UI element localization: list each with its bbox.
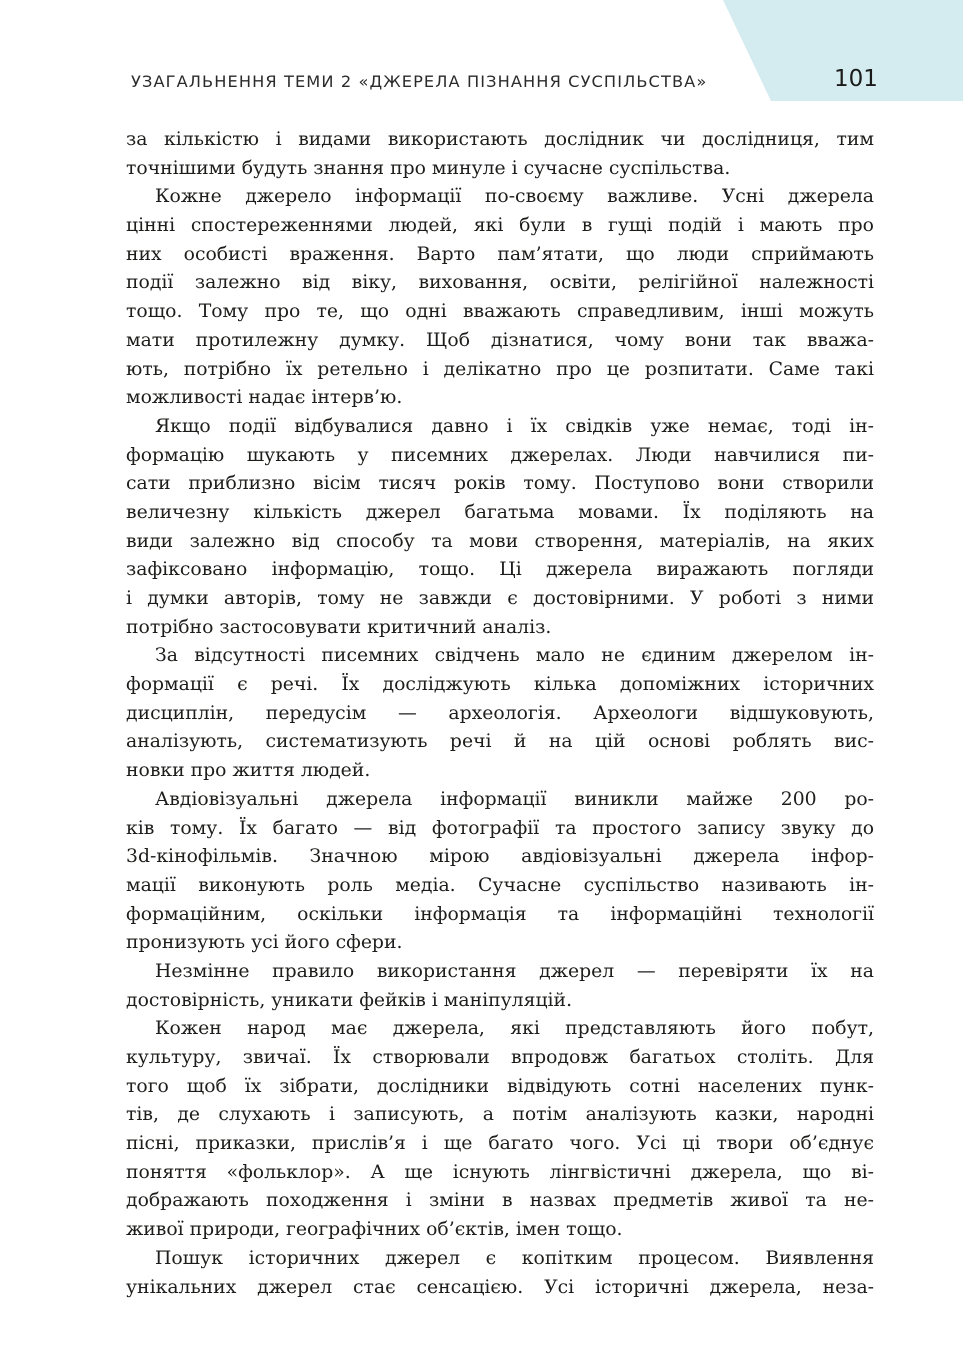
text-line: дисциплін, передусім — археологія. Археологи відшуковують, — [126, 702, 874, 724]
text-line: формаційним, оскільки інформація та інформаційні технології — [126, 903, 874, 925]
text-line: Пошук історичних джерел є копітким процесом. Виявлення — [155, 1247, 874, 1269]
text-line: цінні спостереженнями людей, які були в гущі подій і мають про — [126, 215, 874, 237]
text-line: них особисті враження. Варто пам’ятати, що люди сприймають — [126, 243, 874, 265]
text-line: потрібно застосовувати критичний аналіз. — [126, 616, 552, 638]
text-line: тів, де слухають і записують, а потім аналізують казки, народні — [126, 1104, 874, 1126]
text-line: формацію шукають у писемних джерелах. Люди навчилися пи- — [126, 444, 874, 466]
text-line: Кожне джерело інформації по-своєму важливе. Усні джерела — [155, 186, 874, 208]
paragraph — [126, 786, 874, 958]
text-line: Авдіовізуальні джерела інформації виникли майже 200 ро- — [155, 788, 874, 810]
paragraph — [126, 642, 874, 785]
text-line: культуру, звичаї. Їх створювали впродовж багатьох століть. Для — [126, 1047, 874, 1068]
text-line: достовірність, уникати фейків і маніпуляцій. — [126, 989, 573, 1011]
text-line: ків тому. Їх багато — від фотографії та простого запису звуку до — [126, 817, 874, 839]
text-line: мації виконують роль медіа. Сучасне суспільство називають ін- — [126, 874, 874, 896]
text-line: аналізують, систематизують речі й на цій основі роблять вис- — [126, 731, 874, 753]
text-line: пісні, приказки, прислів’я і ще багато чого. Усі ці твори об’єднує — [126, 1133, 874, 1155]
paragraph — [126, 183, 874, 413]
paragraph — [126, 958, 874, 1015]
text-line: живої природи, географічних об’єктів, імен тощо. — [126, 1219, 623, 1241]
text-line: поняття «фольклор». А ще існують лінгвістичні джерела, що ві- — [126, 1161, 874, 1183]
text-line: новки про життя людей. — [126, 760, 371, 782]
text-line: події залежно від віку, виховання, освіти, релігійної належності — [126, 272, 874, 294]
text-line: Якщо події відбувалися давно і їх свідків уже немає, тоді ін- — [155, 415, 874, 437]
text-line: унікальних джерел стає сенсацією. Усі історичні джерела, неза- — [126, 1276, 874, 1298]
page-number: 101 — [834, 66, 878, 92]
text-line: Кожен народ має джерела, які представляють його побут, — [155, 1018, 874, 1040]
text-line: види залежно від способу та мови створення, матеріалів, на яких — [126, 530, 874, 552]
text-line: мати протилежну думку. Щоб дізнатися, чому вони так вважа- — [126, 329, 874, 351]
text-line: за кількістю і видами використають дослідник чи дослідниця, тим — [126, 129, 874, 150]
text-line: і думки авторів, тому не завжди є достовірними. У роботі з ними — [126, 588, 874, 609]
text-line: сати приблизно вісім тисяч років тому. Поступово вони створили — [126, 473, 874, 495]
text-line: пронизують усі його сфери. — [126, 932, 403, 954]
text-line: того щоб їх зібрати, дослідники відвідують сотні населених пунк- — [126, 1075, 874, 1097]
paragraph — [126, 1015, 874, 1245]
running-title: УЗАГАЛЬНЕННЯ ТЕМИ 2 «ДЖЕРЕЛА ПІЗНАННЯ СУСПІЛЬСТВА» — [131, 72, 708, 91]
text-line: Незмінне правило використання джерел — перевіряти їх на — [155, 960, 874, 982]
text-line: можливості надає інтерв’ю. — [126, 387, 403, 409]
paragraph — [126, 1245, 874, 1302]
paragraph — [126, 126, 874, 183]
text-line: ють, потрібно їх ретельно і делікатно про це розпитати. Саме такі — [126, 358, 874, 380]
text-line: зафіксовано інформацію, тощо. Ці джерела виражають погляди — [126, 559, 874, 581]
paragraph — [126, 413, 874, 643]
text-line: точнішими будуть знання про минуле і сучасне суспільства. — [126, 157, 731, 179]
text-line: тощо. Тому про те, що одні вважають справедливим, інші можуть — [126, 301, 874, 323]
text-line: За відсутності писемних свідчень мало не єдиним джерелом ін- — [155, 645, 874, 667]
body-text — [126, 126, 874, 1302]
text-line: величезну кількість джерел багатьма мовами. Їх поділяють на — [126, 501, 874, 523]
text-line: формації є речі. Їх досліджують кілька допоміжних історичних — [126, 674, 874, 696]
text-line: 3d-кінофільмів. Значною мірою авдіовізуальні джерела інфор- — [126, 846, 874, 868]
text-line: дображають походження і зміни в назвах предметів живої та не- — [126, 1190, 874, 1212]
